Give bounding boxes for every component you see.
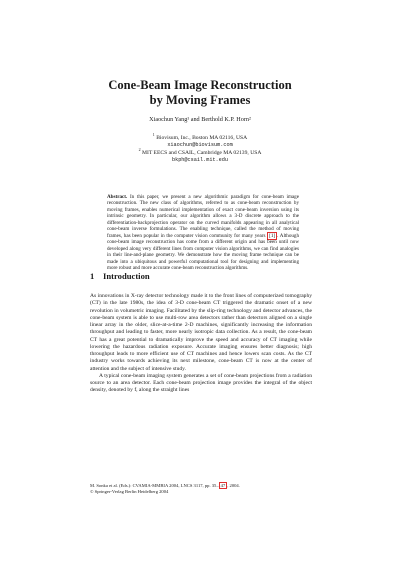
author-list: Xiaochun Yang¹ and Berthold K.P. Horn² <box>149 116 251 123</box>
citation-link[interactable]: [1] <box>269 232 276 239</box>
paragraph: A typical cone-beam imaging system generates a set of cone-beam projections from a radiation source to an area detector. Each cone-beam projection image provides the integral of the object density, denoted by f, along the straight lines <box>90 372 312 394</box>
affiliation-1-org: Biovisum, Inc., Boston MA 02116, USA <box>156 134 248 141</box>
affiliation-2-org: MIT EECS and CSAIL, Cambridge MA 02139, USA <box>142 149 262 156</box>
abstract-label: Abstract. <box>107 194 128 200</box>
affiliation-1-email[interactable]: xiaochun@biovisum.com <box>167 141 233 148</box>
affiliation-2 <box>0 146 400 164</box>
section-body <box>90 293 312 395</box>
paragraph: As innovations in X-ray detector technology made it to the front lines of computerized tomography (CT) in the late 1980s, the idea of 3-D cone-beam CT triggered the dramatic onset of a new revolution in volumetric imaging. Facilitated by the slip-ring technology and detector advances, the cone-beam system is able to use multi-row area detectors rather than detectors aligned on a single linear array in the older, slice-at-a-time 2-D machines, significantly increasing the information throughput and leading to faster, more nearly isotropic data collection. As a result, the cone-beam CT has a great potential to dramatically improve the speed and accuracy of CT imaging while lowering the hazardous radiation exposure. Accurate imaging ensures better diagnosis; high throughput leads to more efficient use of CT machines and hence lowers scan costs. As the CT industry works towards achieving its next milestone, cone-beam CT is now at the center of attention and the subject of intensive study. <box>90 293 312 372</box>
footer-copyright: © Springer-Verlag Berlin Heidelberg 2004 <box>90 488 169 494</box>
abstract <box>107 194 299 271</box>
page-range-link[interactable]: 47 <box>220 483 226 488</box>
paper-title <box>0 78 400 108</box>
section-title: Introduction <box>103 271 150 281</box>
title-line-2: by Moving Frames <box>149 93 251 107</box>
section-heading <box>90 271 150 281</box>
footer-citation: M. Sonka et al. (Eds.): CVAMIA-MMBIA 2004, LNCS 3117, pp. 35– 47 , 2004. <box>90 483 240 488</box>
title-line-1: Cone-Beam Image Reconstruction <box>108 78 292 92</box>
abstract-text-continued: . Although cone-beam image reconstruction has come from a different origin and has been until now developed along very different lines from computer vision algorithms, we can find analogies in their line-and-plane geometry. We demonstrate how the moving frame technique can be made into a ubiquitous and powerful computational tool for designing and implementing more robust and more accurate cone-beam reconstruction algorithms. <box>107 232 300 271</box>
affiliation-1-mark: 1 <box>152 132 155 137</box>
page-footer <box>90 483 312 495</box>
affiliation-2-mark: 2 <box>138 147 141 152</box>
abstract-text: In this paper, we present a new algorithmic paradigm for cone-beam image reconstruction. The new class of algorithms, referred to as cone-beam reconstruction by moving frames, enables numerical implementation of exact cone-beam inversion using its intrinsic geometry. In particular, our algorithm allows a 3-D discrete approach to the differentiation-backprojection operator on the curved manifolds appearing in all analytical cone-beam inverse formulations. The enabling technique, called the method of moving frames, has been popular in the computer vision community for many years <box>107 194 299 239</box>
affiliation-2-email[interactable]: bkph@csail.mit.edu <box>171 156 229 163</box>
section-number: 1 <box>90 271 95 281</box>
